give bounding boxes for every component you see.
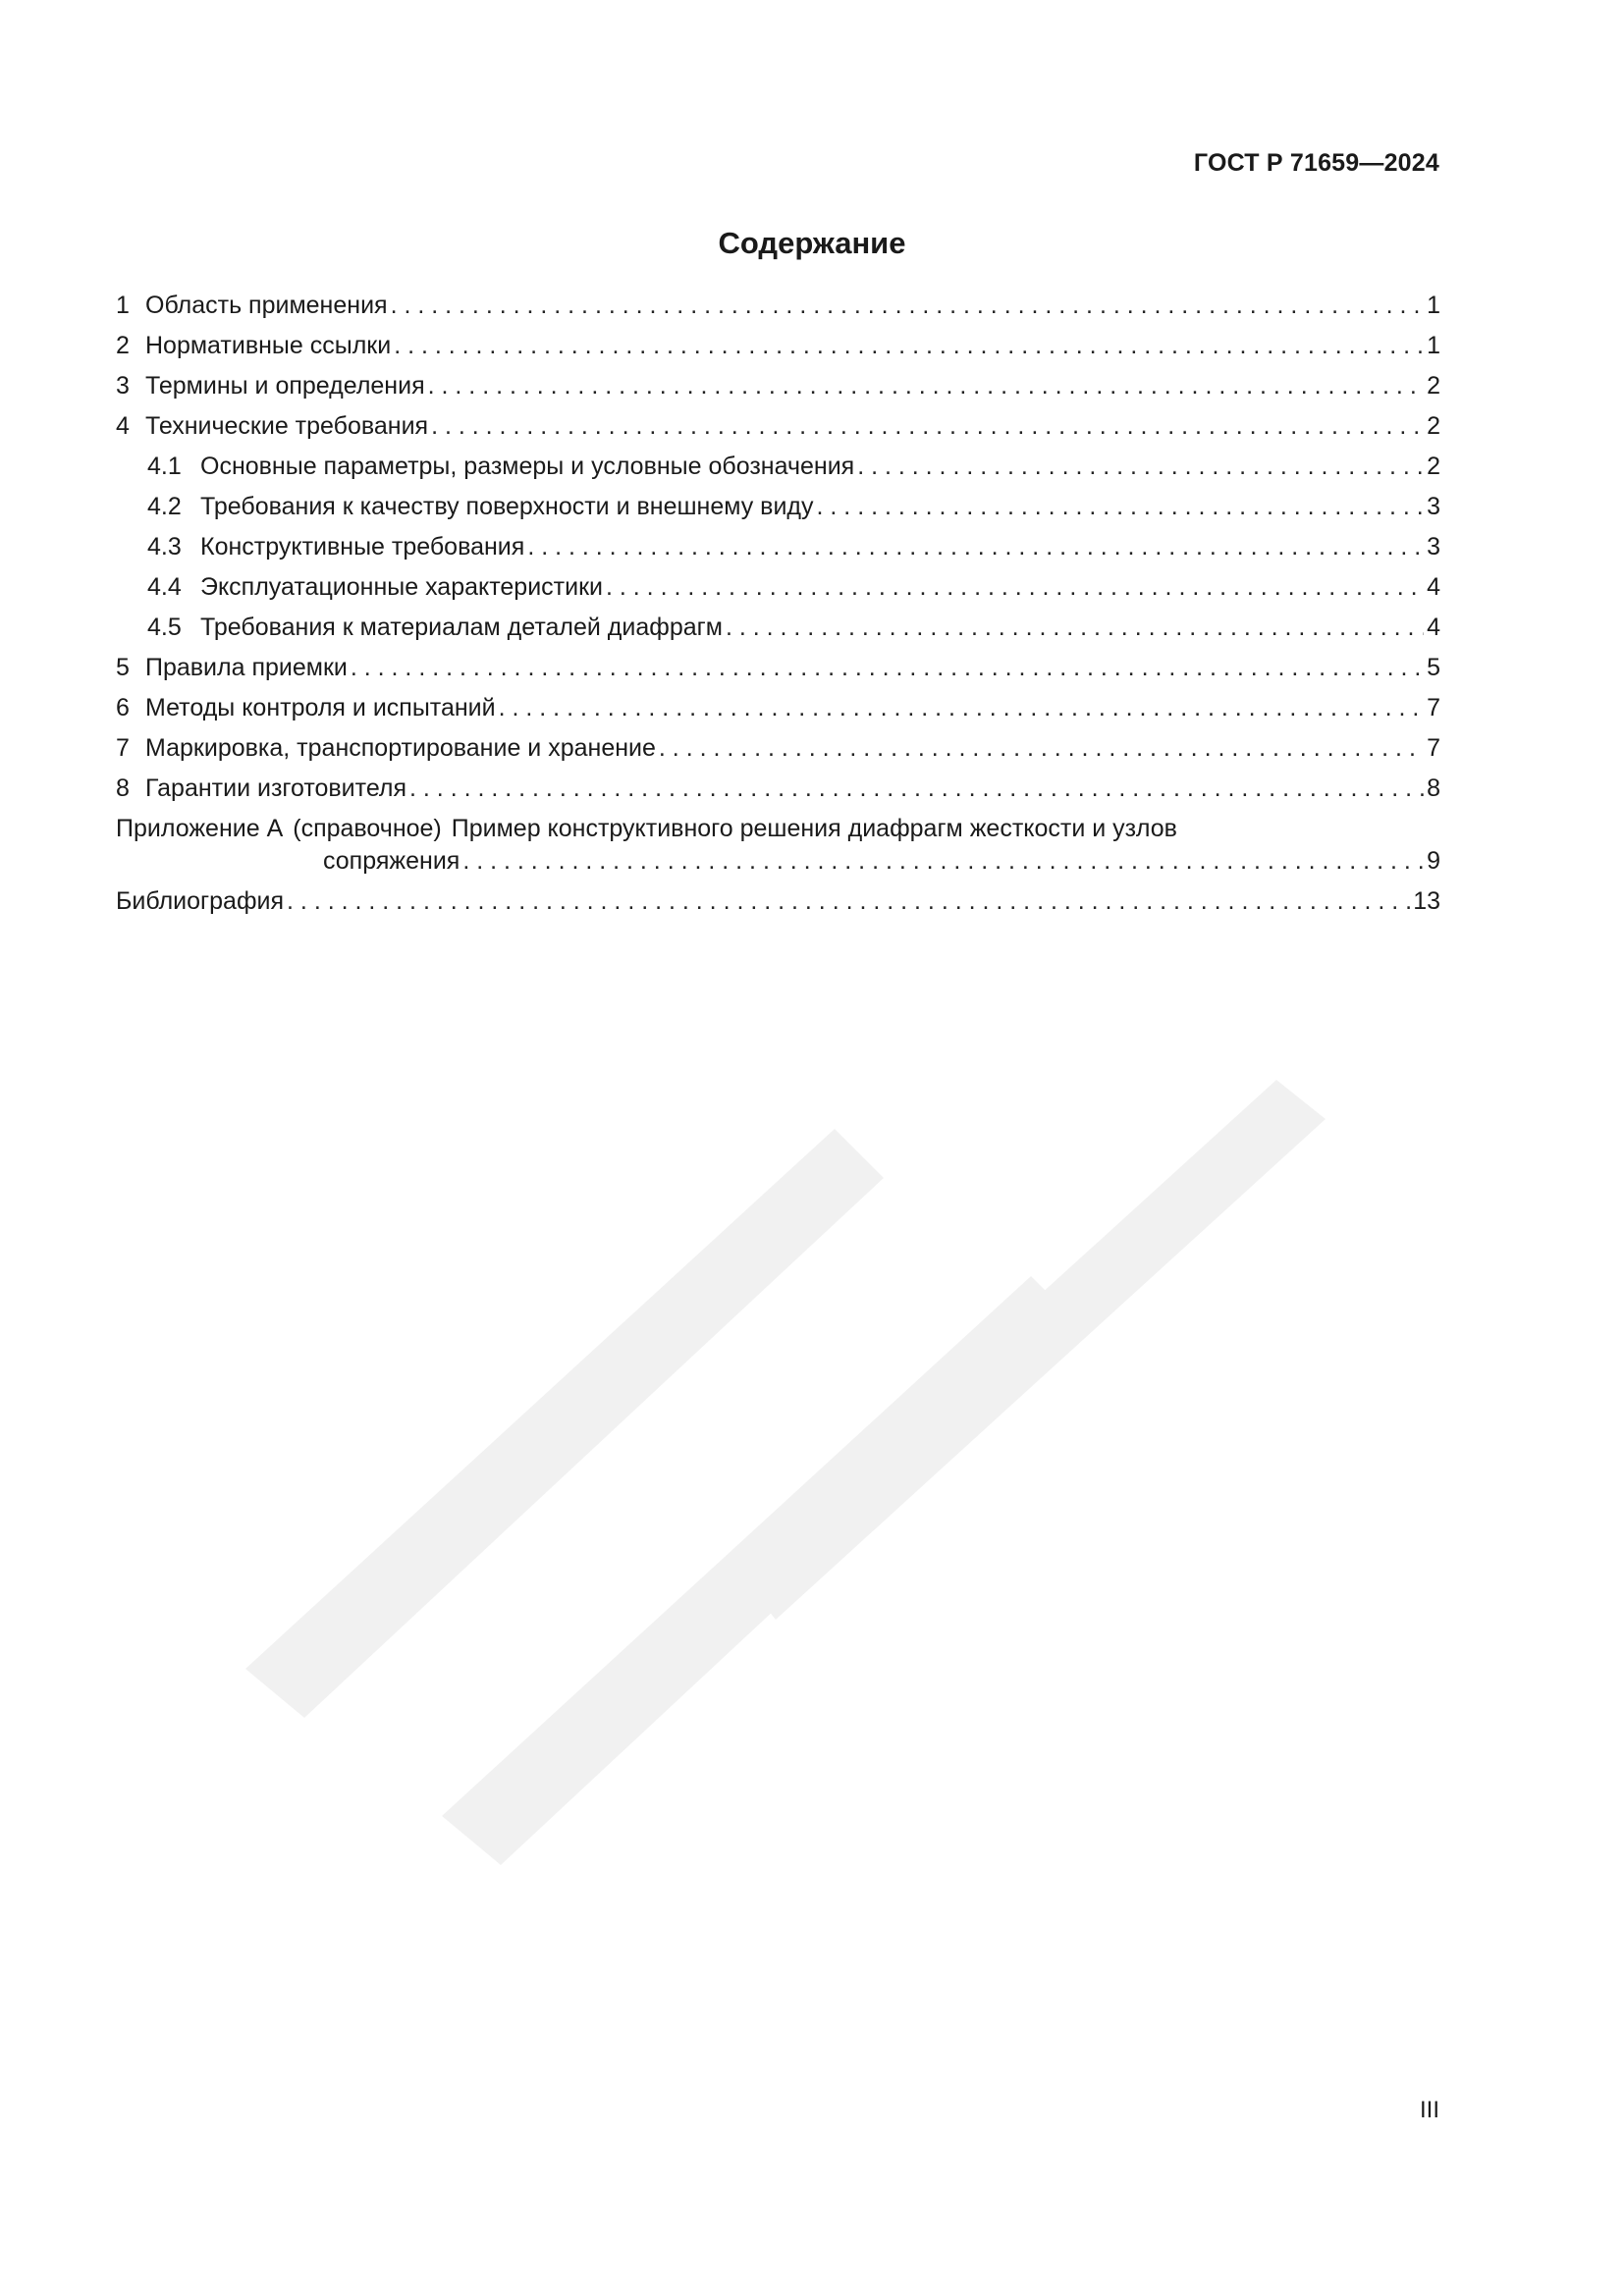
toc-item-number: 6	[116, 694, 130, 721]
annex-title-line2: сопряжения	[323, 847, 460, 875]
dot-leader	[499, 688, 1424, 728]
toc-item-page: 3	[1427, 533, 1440, 561]
table-of-contents	[116, 286, 1440, 922]
dot-leader	[857, 447, 1424, 487]
bibliography-text: Библиография	[116, 887, 285, 915]
toc-item-page: 1	[1427, 332, 1440, 359]
toc-item-5[interactable]	[116, 648, 1440, 688]
toc-annex-a[interactable]	[116, 813, 1440, 878]
dot-leader	[606, 567, 1424, 608]
toc-item-number: 4.5	[147, 614, 182, 641]
toc-item-number: 1	[116, 292, 130, 319]
toc-item-4-1[interactable]	[116, 447, 1440, 487]
toc-item-number: 4	[116, 412, 130, 440]
toc-item-8[interactable]	[116, 769, 1440, 809]
toc-item-text: Нормативные ссылки	[145, 332, 392, 359]
toc-item-page: 4	[1427, 614, 1440, 641]
toc-item-text: Конструктивные требования	[200, 533, 525, 561]
bibliography-page: 13	[1413, 887, 1440, 915]
toc-item-number: 3	[116, 372, 130, 400]
toc-item-page: 2	[1427, 412, 1440, 440]
dot-leader	[428, 366, 1424, 406]
dot-leader	[527, 527, 1424, 567]
toc-item-4-2[interactable]	[116, 487, 1440, 527]
annex-kind: (справочное)	[293, 815, 442, 842]
toc-bibliography[interactable]	[116, 881, 1440, 922]
page-number: III	[1419, 2097, 1439, 2123]
dot-leader	[287, 881, 1410, 922]
toc-item-text: Правила приемки	[145, 654, 348, 681]
toc-item-number: 2	[116, 332, 130, 359]
toc-item-text: Гарантии изготовителя	[145, 774, 407, 802]
annex-page: 9	[1427, 847, 1440, 875]
dot-leader	[391, 286, 1425, 326]
dot-leader	[431, 406, 1424, 447]
toc-item-page: 4	[1427, 573, 1440, 601]
toc-item-page: 2	[1427, 453, 1440, 480]
toc-item-2[interactable]	[116, 326, 1440, 366]
toc-item-number: 8	[116, 774, 130, 802]
toc-item-page: 3	[1427, 493, 1440, 520]
toc-item-text: Требования к материалам деталей диафрагм	[200, 614, 723, 641]
toc-item-page: 7	[1427, 734, 1440, 762]
toc-item-text: Область применения	[145, 292, 388, 319]
toc-item-6[interactable]	[116, 688, 1440, 728]
toc-item-4-3[interactable]	[116, 527, 1440, 567]
dot-leader	[726, 608, 1424, 648]
dot-leader	[351, 648, 1424, 688]
toc-item-4-5[interactable]	[116, 608, 1440, 648]
toc-item-text: Термины и определения	[145, 372, 425, 400]
toc-item-7[interactable]	[116, 728, 1440, 769]
watermark-shape	[245, 982, 1326, 1865]
toc-item-4[interactable]	[116, 406, 1440, 447]
dot-leader	[462, 845, 1424, 878]
toc-item-number: 4.1	[147, 453, 182, 480]
toc-item-number: 5	[116, 654, 130, 681]
toc-item-text: Методы контроля и испытаний	[145, 694, 496, 721]
toc-item-page: 8	[1427, 774, 1440, 802]
toc-item-3[interactable]	[116, 366, 1440, 406]
dot-leader	[409, 769, 1424, 809]
toc-item-text: Маркировка, транспортирование и хранение	[145, 734, 656, 762]
document-id: ГОСТ Р 71659—2024	[1193, 149, 1439, 177]
toc-item-text: Эксплуатационные характеристики	[200, 573, 603, 601]
toc-item-number: 4.3	[147, 533, 182, 561]
toc-item-text: Технические требования	[145, 412, 429, 440]
toc-item-4-4[interactable]	[116, 567, 1440, 608]
toc-item-number: 4.2	[147, 493, 182, 520]
dot-leader	[817, 487, 1425, 527]
toc-item-text: Требования к качеству поверхности и внешнему виду	[200, 493, 814, 520]
annex-label: Приложение А	[116, 815, 284, 842]
toc-item-text: Основные параметры, размеры и условные обозначения	[200, 453, 855, 480]
toc-item-page: 7	[1427, 694, 1440, 721]
toc-item-number: 7	[116, 734, 130, 762]
toc-item-number: 4.4	[147, 573, 182, 601]
toc-item-page: 2	[1427, 372, 1440, 400]
annex-title-line1: Пример конструктивного решения диафрагм жесткости и узлов	[451, 815, 1177, 842]
toc-item-1[interactable]	[116, 286, 1440, 326]
dot-leader	[659, 728, 1424, 769]
toc-title: Содержание	[718, 226, 906, 260]
toc-item-page: 1	[1427, 292, 1440, 319]
toc-item-page: 5	[1427, 654, 1440, 681]
dot-leader	[394, 326, 1424, 366]
